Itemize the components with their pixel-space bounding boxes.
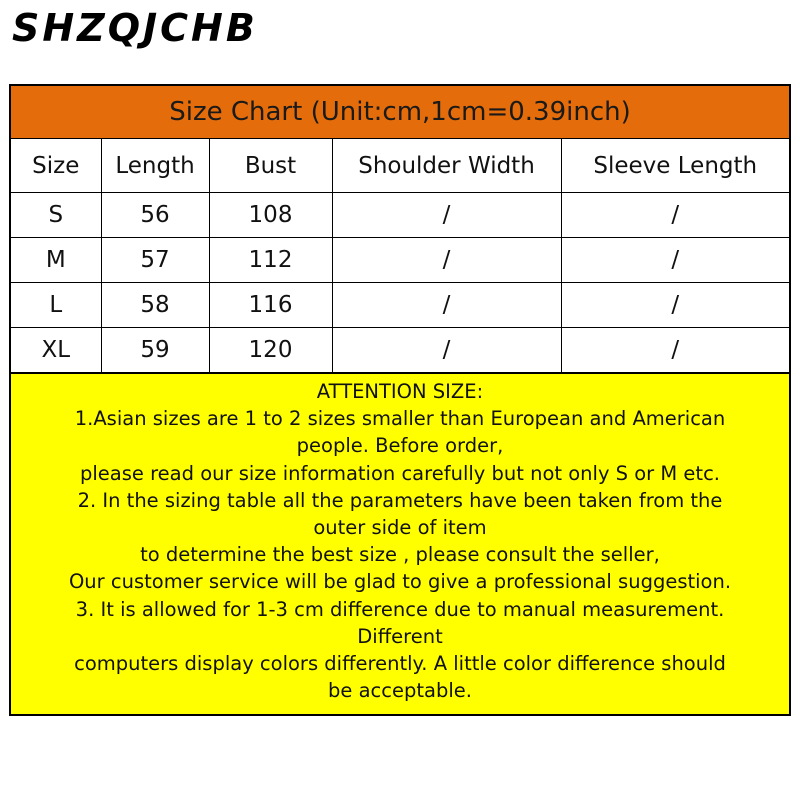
cell-length: 56: [101, 193, 209, 238]
cell-size: XL: [11, 328, 101, 373]
attention-notes: [11, 373, 789, 714]
size-chart-title: Size Chart (Unit:cm,1cm=0.39inch): [11, 86, 789, 139]
cell-bust: 120: [209, 328, 332, 373]
cell-sleeve-length: /: [561, 238, 789, 283]
cell-bust: 112: [209, 238, 332, 283]
notes-line: computers display colors differently. A little color difference should: [74, 652, 726, 676]
table-row: [11, 238, 789, 283]
cell-size: L: [11, 283, 101, 328]
table-row: [11, 193, 789, 238]
table-row: [11, 328, 789, 373]
column-header-bust: Bust: [209, 139, 332, 193]
notes-line: people. Before order,: [296, 434, 504, 458]
notes-line: Different: [357, 624, 443, 648]
cell-sleeve-length: /: [561, 193, 789, 238]
size-table-header-row: [11, 139, 789, 193]
notes-line: be acceptable.: [328, 679, 472, 703]
cell-shoulder-width: /: [332, 328, 561, 373]
size-table: [11, 139, 789, 373]
notes-line: 1.Asian sizes are 1 to 2 sizes smaller than European and American: [74, 407, 726, 431]
cell-shoulder-width: /: [332, 283, 561, 328]
table-row: [11, 283, 789, 328]
cell-sleeve-length: /: [561, 283, 789, 328]
brand-logo: SHZQJCHB: [12, 6, 258, 50]
cell-length: 59: [101, 328, 209, 373]
notes-line: to determine the best size , please consult the seller,: [140, 543, 660, 567]
column-header-length: Length: [101, 139, 209, 193]
cell-bust: 116: [209, 283, 332, 328]
size-chart: [9, 84, 791, 716]
cell-length: 58: [101, 283, 209, 328]
notes-line: outer side of item: [313, 516, 487, 540]
notes-line: 2. In the sizing table all the parameters have been taken from the: [77, 488, 723, 512]
notes-line: 3. It is allowed for 1-3 cm difference due to manual measurement.: [75, 597, 725, 621]
cell-shoulder-width: /: [332, 193, 561, 238]
column-header-shoulder-width: Shoulder Width: [332, 139, 561, 193]
cell-sleeve-length: /: [561, 328, 789, 373]
notes-line: please read our size information carefully but not only S or M etc.: [80, 461, 720, 485]
cell-bust: 108: [209, 193, 332, 238]
notes-line: Our customer service will be glad to give a professional suggestion.: [68, 570, 732, 594]
column-header-size: Size: [11, 139, 101, 193]
cell-size: S: [11, 193, 101, 238]
column-header-sleeve-length: Sleeve Length: [561, 139, 789, 193]
notes-line: ATTENTION SIZE:: [316, 380, 484, 403]
cell-length: 57: [101, 238, 209, 283]
cell-shoulder-width: /: [332, 238, 561, 283]
cell-size: M: [11, 238, 101, 283]
